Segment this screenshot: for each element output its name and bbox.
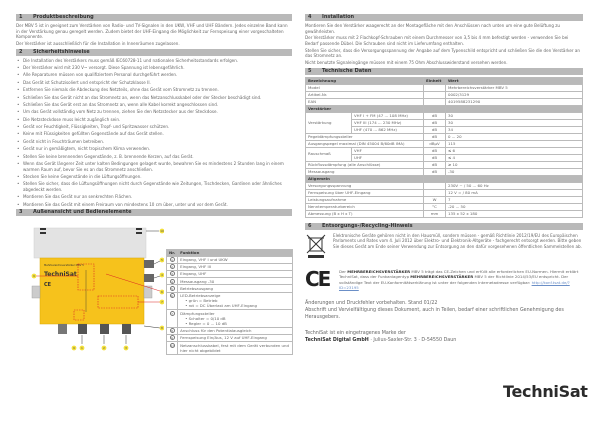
weee-text: Elektronische Geräte gehören nicht in den Hausmüll, sondern müssen - gemäß Richtlinie 2012/19/EU des Europäischen Parlaments und Rates vom 4. Juli 2012 über Elektro- und Elektronik-Altgeräte - fachgerecht entsorgt werden. Bitte geben Sie dieses Gerät am Ende seiner Verwendung zur Entsorgung an den dafür vorgesehenen öffentlichen Sammelstellen ab. — [333, 232, 582, 249]
function-row — [167, 327, 293, 334]
tech-row: Pegeldämpfungssteller dB 0 ... 20 — [306, 133, 583, 140]
product-paragraph-2: Der Verstärker ist ausschließlich für die Installation in Innenräumen zugelassen. — [16, 40, 180, 46]
technisat-logo: TechniSat — [503, 382, 588, 401]
svg-text:3: 3 — [125, 346, 127, 351]
tech-group-row: Allgemein — [306, 175, 583, 182]
function-text: Eingang, VHF I und UKW — [180, 257, 228, 262]
svg-text:1: 1 — [81, 346, 83, 351]
crossed-bin-icon — [305, 233, 327, 259]
footer — [305, 300, 583, 344]
safety-item: • Gerät nur in gemäßigtem, nicht tropischem Klima verwenden. — [16, 146, 292, 152]
safety-item: • Wenn das Gerät längerer Zeit unter kalten Bedingungen gelagert wurde, bewahren Sie es mindestens 2 Stunden lang in einem warmen Raum auf, bevor Sie es an das Stromnetz anschließen. — [16, 161, 292, 172]
safety-item: • Entfernen Sie niemals die Abdeckung des Netzteils, ohne das Gerät vom Stromnetz zu trennen. — [16, 87, 292, 93]
tech-row: VHF III (174 ... 230 MHz) dB 30 — [306, 119, 583, 126]
svg-text:10: 10 — [160, 229, 164, 234]
safety-item: • Schließen Sie das Gerät nicht an das Stromnetz an, wenn das Netzanschlusskabel oder der Stecker beschädigt sind. — [16, 95, 292, 101]
weee-notice — [305, 233, 583, 259]
svg-text:8: 8 — [161, 326, 163, 331]
callout-number: 10 — [170, 343, 175, 348]
safety-item: • Gerät vor Feuchtigkeit, Flüssigkeiten, Tropf- und Spritzwasser schützen. — [16, 124, 292, 130]
function-subitem: • Schalter = 0/10 dB — [185, 315, 226, 321]
function-row — [167, 310, 293, 328]
device-figure — [16, 220, 164, 370]
tech-row: Verstärkung VHF I + FM (47 ... 108 MHz) dB 30 — [306, 112, 583, 119]
svg-text:6: 6 — [161, 290, 163, 295]
safety-item: • Die Netzsteckdose muss leicht zugänglich sein. — [16, 117, 292, 123]
svg-text:5: 5 — [161, 258, 163, 263]
safety-item: • Montieren Sie das Gerät nur an senkrechten Flächen. — [16, 194, 292, 200]
function-table — [166, 249, 293, 355]
function-table-header-nr: Nr. — [167, 250, 178, 257]
tech-header-unit: Einheit — [424, 77, 446, 84]
callout-number: 2 — [171, 265, 173, 270]
callout-number: 4 — [171, 279, 173, 284]
function-text: Eingang, UHF — [180, 271, 207, 277]
function-row — [167, 342, 293, 354]
changes-notice: Änderungen und Druckfehler vorbehalten. Stand 01/22 — [305, 301, 438, 307]
function-text: Fernspeisung Ein/Aus, 12 V auf UHF-Eingang — [180, 335, 267, 341]
section-heading-technical-data: 5 Technische Daten — [305, 68, 583, 75]
safety-item: • Die Installation des Verstärkers muss gemäß IEC60728-11 und nationalen Sicherheitsstandards erfolgen. — [16, 58, 292, 64]
function-text: Anschluss für den Potentialausgleich — [180, 328, 252, 334]
safety-item: • Montieren Sie das Gerät mit einem Freiraum von mindestens 10 cm über, unter und vor dem Gerät. — [16, 202, 292, 208]
callout-number: 9 — [171, 336, 173, 341]
tech-row: Versorgungsspannung 230V ~ / 50 ... 60 Hz — [306, 182, 583, 189]
safety-item: • Stellen Sie keine brennenden Gegenstände, z. B. brennende Kerzen, auf das Gerät. — [16, 154, 292, 160]
company-name: TechniSat Digital GmbH — [305, 338, 369, 344]
safety-item: • Keine mit Flüssigkeiten gefüllten Gegenstände auf das Gerät stellen. — [16, 131, 292, 137]
svg-text:9: 9 — [33, 274, 35, 279]
tech-header-name: Bezeichnung — [306, 77, 424, 84]
function-text: Netzanschlusskabel, fest mit dem Gerät verbunden und hier nicht abgebildet — [180, 342, 289, 353]
company-address: · Julius-Saxler-Str. 3 · D-54550 Daun — [368, 338, 457, 344]
right-column — [305, 14, 583, 344]
installation-paragraph-2: Der Verstärker muss mit 2 Flachkopf-Schrauben mit einem Durchmesser von 3,5 bis 4 mm befestigt werden - verwenden Sie bei Bedarf passende Dübel. Die Schrauben sind nicht im Lieferumfang enthalten. — [305, 35, 569, 46]
section-heading-disposal: 6 Entsorgungs-/Recycling-Hinweis — [305, 223, 583, 230]
callout-number: 7 — [171, 311, 173, 316]
tech-header-value: Wert — [446, 77, 583, 84]
tech-row: UHF dB ≤ 4 — [306, 154, 583, 161]
callout-number: 5 — [171, 286, 173, 291]
safety-item: • Stecken Sie keine Gegenstände in die Lüftungsöffnungen. — [16, 174, 292, 180]
tech-row: Ausgangspegel maximal (DIN 45004 B/60dB IMA) dBµV 115 — [306, 140, 583, 147]
svg-text:CE: CE — [44, 282, 52, 289]
callout-number: 1 — [171, 258, 173, 262]
installation-paragraph-1: Montieren Sie den Verstärker waagerecht an der Montagefläche mit den Anschlüssen nach unten um eine gute Belüftung zu gewährleisten. — [305, 23, 561, 34]
conformity-link[interactable]: http://konf.tsat.de/?ID=23195 — [339, 279, 570, 290]
svg-text:7: 7 — [161, 300, 163, 305]
copyright-notice: Abschrift und Vervielfältigung dieses Dokument, auch in Teilen, bedarf einer schriftlichen Genehmigung des Herausgebers. — [305, 308, 564, 321]
tech-row: Rauschmaß VHF dB ≤ 6 — [306, 147, 583, 154]
function-text: Eingang, VHF III — [180, 264, 211, 270]
device-model-label: Mehrbereichsverstärker MBV 5 — [44, 264, 84, 268]
callout-number: 3 — [171, 272, 173, 277]
safety-list — [16, 58, 292, 208]
section-heading-installation: 4 Installation — [305, 14, 583, 21]
function-table-header-function: Funktion — [178, 250, 293, 257]
tech-row: Nenntemperaturbereich °C -20 ... 50 — [306, 203, 583, 210]
function-subitem: • rot = DC Überlast am UHF-Eingang — [185, 303, 257, 309]
tech-row: Messausgang dB -30 — [306, 168, 583, 175]
section-heading-safety: 2 Sicherheitshinweise — [16, 49, 292, 56]
tech-row: Fernspeisung über UHF-Eingang 12 V = / 80 mA — [306, 189, 583, 196]
installation-paragraph-4: Nicht benutzte Signaleingänge müssen mit einem 75 Ohm Abschlusswiderstand versehen werden. — [305, 60, 508, 66]
function-text: Betriebsausgang — [180, 285, 213, 291]
function-text: Messausgang -30 — [180, 278, 215, 284]
tech-group-row: Verstärker — [306, 105, 583, 112]
tech-row: Rückflussdämpfung (alle Anschlüsse) dB ≥ 10 — [306, 161, 583, 168]
svg-text:4: 4 — [161, 273, 163, 278]
function-row — [167, 256, 293, 263]
function-subitem: • Regler = 0 ... 10 dB — [185, 321, 227, 327]
function-row — [167, 263, 293, 270]
safety-item: • Der Verstärker wird mit 230 V~ versorgt. Diese Spannung ist lebensgefährlich. — [16, 65, 292, 71]
device-brand-label: TechniSat — [44, 271, 77, 279]
callout-number: 8 — [171, 329, 173, 334]
safety-item: • Das Gerät ist Schutzisoliert und entspricht der Schutzklasse II. — [16, 80, 292, 86]
section-heading-overview: 3 Außenansicht und Bedienelemente — [16, 209, 292, 216]
ce-mark-icon: CE — [305, 266, 330, 291]
trademark-notice: TechniSat ist ein eingetragenes Marke der — [305, 331, 406, 337]
tech-row: Abmessung (B x H x T) mm 135 x 52 x 180 — [306, 210, 583, 217]
ce-declaration — [305, 266, 583, 291]
function-row — [167, 270, 293, 277]
technical-data-table — [305, 77, 583, 218]
ce-text: Der MEHRBEREICHSVERSTÄRKER MBV 5 trägt das CE-Zeichen und erfüllt alle erforderlichen EU-Normen. Hiermit erklärt TechniSat, dass der Funkanlagentyp MEHRBEREICHSVERSTÄRKER MBV 5 der Richtlinie 2014/53/EU entspricht. Der vollständige Text der EU-Konformitätserklärung ist unter der folgenden Internetadresse verfügbar: http://konf.tsat.de/?ID=23195 — [339, 268, 579, 290]
svg-text:2: 2 — [103, 346, 105, 351]
tech-row: Artikel-Nr. 0002/3129 — [306, 91, 583, 98]
safety-item: • Schließen Sie das Gerät erst an das Stromnetz an, wenn alle Kabel korrekt angeschlossen sind. — [16, 102, 292, 108]
function-row — [167, 292, 293, 310]
function-subitem: • grün = Betrieb — [185, 298, 218, 304]
function-row — [167, 278, 293, 285]
safety-item: • Stellen Sie sicher, dass die Lüftungsöffnungen nicht durch Gegenstände wie Zeitungen, Tischdecken, Gardinen oder ähnliches abgedeckt werden. — [16, 181, 292, 192]
function-text: Dämpfungssteller — [180, 310, 215, 316]
section-heading-product: 1 Produktbeschreibung — [16, 14, 292, 21]
function-row — [167, 334, 293, 341]
company-line — [305, 337, 583, 344]
tech-row: EAN 4019588231290 — [306, 98, 583, 105]
amplifier-illustration — [16, 220, 164, 370]
function-text: LED-Betriebsanzeige — [180, 293, 221, 299]
svg-text:9: 9 — [73, 346, 75, 351]
tech-row: Leistungsaufnahme W 7 — [306, 196, 583, 203]
product-paragraph-1: Der MBV 5 ist in geeignet zum Verstärken von Radio- und TV-Signalen in den UKW, VHF und UHF Bändern. Jedes einzelne Band kann in der Verstärkung genau geregelt werden. Zudem bietet der UHF-Eingang die Möglichkeit zur Fernspeisung einer vorgeschalteten Komponente. — [16, 23, 288, 40]
tech-row: UHF (470 ... 862 MHz) dB 34 — [306, 126, 583, 133]
installation-paragraph-3: Stellen Sie sicher, dass die Versorgungsspannung der Angabe auf dem Typenschild entspricht und schließen Sie die den Verstärker an das Stromnetz an. — [305, 47, 580, 59]
function-row — [167, 285, 293, 292]
tech-row: Model Mehrbereichsverstärker MBV 5 — [306, 84, 583, 91]
callout-number: 6 — [171, 294, 173, 299]
safety-item: • Um das Gerät vollständig vom Netz zu trennen, ziehen Sie den Netzstecker aus der Steckdose. — [16, 109, 292, 115]
safety-item: • Alle Reparaturen müssen von qualifiziertem Personal durchgeführt werden. — [16, 72, 292, 78]
safety-item: • Gerät nicht in Feuchträumen betreiben. — [16, 139, 292, 145]
